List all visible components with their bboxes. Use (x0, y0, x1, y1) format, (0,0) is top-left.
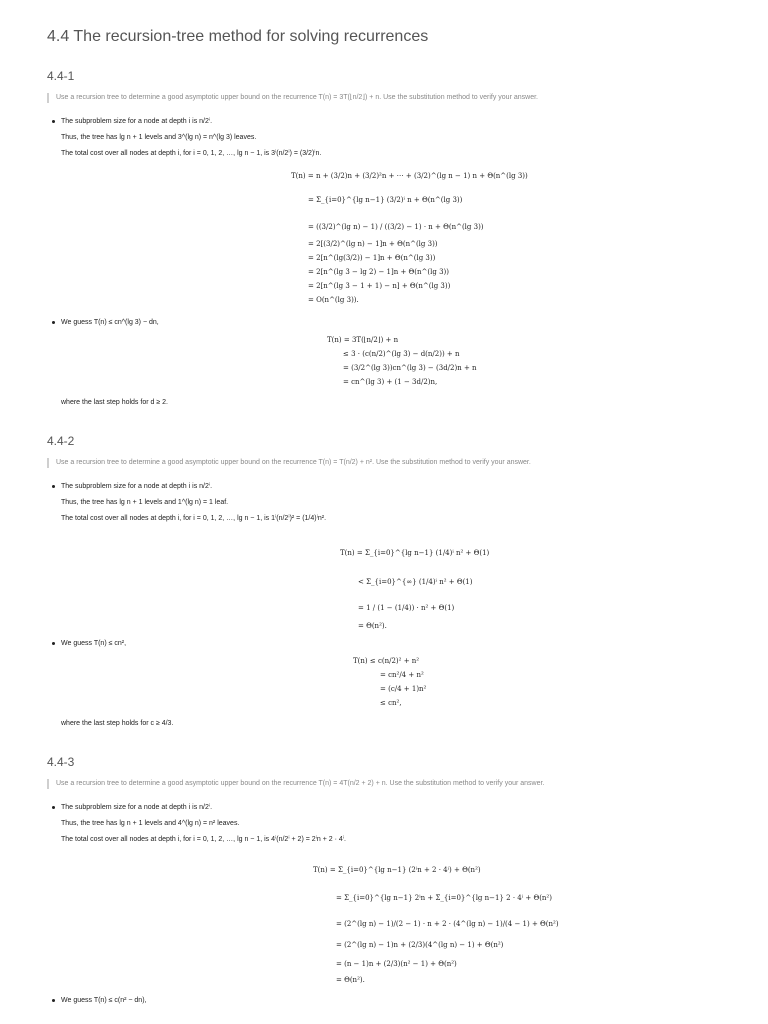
question-quote: Use a recursion tree to determine a good asymptotic upper bound on the recurrence T(n) = T(n/2) + n². Use the substitution method to verify your answer. (47, 458, 531, 468)
text-line: The total cost over all nodes at depth i, for i = 0, 1, 2, …, lg n − 1, is 1ⁱ(n/2ⁱ)² = (1/4)ⁱn². (61, 515, 327, 522)
text-line: where the last step holds for d ≥ 2. (61, 399, 168, 406)
equation-line: = 2[n^(lg(3/2)) − 1]n + Θ(n^(lg 3)) (308, 254, 436, 262)
equation-line: = Θ(n²). (336, 976, 365, 984)
equation-line: ≤ cn², (380, 699, 402, 707)
equation-line: = Σ_{i=0}^{lg n−1} (3/2)ⁱ n + Θ(n^(lg 3)) (308, 196, 463, 204)
equation-line: = (2^(lg n) − 1)n + (2/3)(4^(lg n) − 1) + Θ(n²) (336, 941, 504, 949)
equation-line: = 2[(3/2)^(lg n) − 1]n + Θ(n^(lg 3)) (308, 240, 438, 248)
equation-line: T(n) = Σ_{i=0}^{lg n−1} (1/4)ⁱ n² + Θ(1) (340, 549, 490, 557)
equation-line: = O(n^(lg 3)). (308, 296, 359, 304)
bullet-text: The subproblem size for a node at depth i is n/2ⁱ. (61, 483, 213, 490)
question-quote: Use a recursion tree to determine a good asymptotic upper bound on the recurrence T(n) = 4T(n/2 + 2) + n. Use the substitution method to verify your answer. (47, 779, 544, 789)
bullet-text: The subproblem size for a node at depth i is n/2ⁱ. (61, 118, 213, 125)
section-heading: 4.4-3 (47, 755, 75, 769)
equation-line: < Σ_{i=0}^{∞} (1/4)ⁱ n² + Θ(1) (358, 578, 473, 586)
bullet-item (52, 803, 213, 812)
equation-line: T(n) = 3T(⌊n/2⌋) + n (327, 336, 399, 344)
equation-line: = (n − 1)n + (2/3)(n² − 1) + Θ(n²) (336, 960, 457, 968)
equation-line: = cn^(lg 3) + (1 − 3d/2)n, (343, 378, 438, 386)
bullet-text: We guess T(n) ≤ cn^(lg 3) − dn, (61, 319, 159, 326)
page-title: 4.4 The recursion-tree method for solving recurrences (47, 28, 429, 45)
text-line: The total cost over all nodes at depth i, for i = 0, 1, 2, …, lg n − 1, is 3ⁱ(n/2ⁱ) = (3/2)ⁱn. (61, 150, 322, 157)
bullet-item (52, 117, 213, 126)
equation-line: = 1 / (1 − (1/4)) · n² + Θ(1) (358, 604, 455, 612)
bullet-text: The subproblem size for a node at depth i is n/2ⁱ. (61, 804, 213, 811)
equation-line: = ((3/2)^(lg n) − 1) / ((3/2) − 1) · n + Θ(n^(lg 3)) (308, 223, 484, 231)
equation-line: = cn²/4 + n² (380, 671, 424, 679)
bullet-text: We guess T(n) ≤ cn², (61, 640, 127, 647)
question-quote: Use a recursion tree to determine a good asymptotic upper bound on the recurrence T(n) = 3T(⌊n/2⌋) + n. Use the substitution method to verify your answer. (47, 93, 538, 103)
equation-line: = Σ_{i=0}^{lg n−1} 2ⁱn + Σ_{i=0}^{lg n−1} 2 · 4ⁱ + Θ(n²) (336, 894, 552, 902)
section-heading: 4.4-2 (47, 434, 75, 448)
section-heading: 4.4-1 (47, 69, 75, 83)
text-line: Thus, the tree has lg n + 1 levels and 1^(lg n) = 1 leaf. (61, 499, 229, 506)
text-line: Thus, the tree has lg n + 1 levels and 3^(lg n) = n^(lg 3) leaves. (61, 134, 257, 141)
text-line: where the last step holds for c ≥ 4/3. (61, 720, 174, 727)
text-line: Thus, the tree has lg n + 1 levels and 4^(lg n) = n² leaves. (61, 820, 240, 827)
equation-line: = 2[n^(lg 3 − 1 + 1) − n] + Θ(n^(lg 3)) (308, 282, 451, 290)
bullet-item (52, 996, 147, 1005)
text-line: The total cost over all nodes at depth i, for i = 0, 1, 2, …, lg n − 1, is 4ⁱ(n/2ⁱ + 2) = 2ⁱn + 2 · 4ⁱ. (61, 836, 346, 843)
equation-line: = 2[n^(lg 3 − lg 2) − 1]n + Θ(n^(lg 3)) (308, 268, 449, 276)
bullet-item (52, 639, 127, 648)
bullet-item (52, 482, 213, 491)
equation-line: T(n) ≤ c(n/2)² + n² (353, 657, 420, 665)
equation-line: ≤ 3 · (c(n/2)^(lg 3) − d(n/2)) + n (343, 350, 460, 358)
equation-line: = (3/2^(lg 3))cn^(lg 3) − (3d/2)n + n (343, 364, 477, 372)
equation-line: = (c/4 + 1)n² (380, 685, 427, 693)
bullet-item (52, 318, 159, 327)
equation-line: = Θ(n²). (358, 622, 387, 630)
equation-line: T(n) = n + (3/2)n + (3/2)²n + ⋯ + (3/2)^(lg n − 1) n + Θ(n^(lg 3)) (291, 172, 528, 180)
bullet-text: We guess T(n) ≤ c(n² − dn), (61, 997, 147, 1004)
equation-line: = (2^(lg n) − 1)/(2 − 1) · n + 2 · (4^(lg n) − 1)/(4 − 1) + Θ(n²) (336, 920, 559, 928)
equation-line: T(n) = Σ_{i=0}^{lg n−1} (2ⁱn + 2 · 4ⁱ) + Θ(n²) (313, 866, 481, 874)
